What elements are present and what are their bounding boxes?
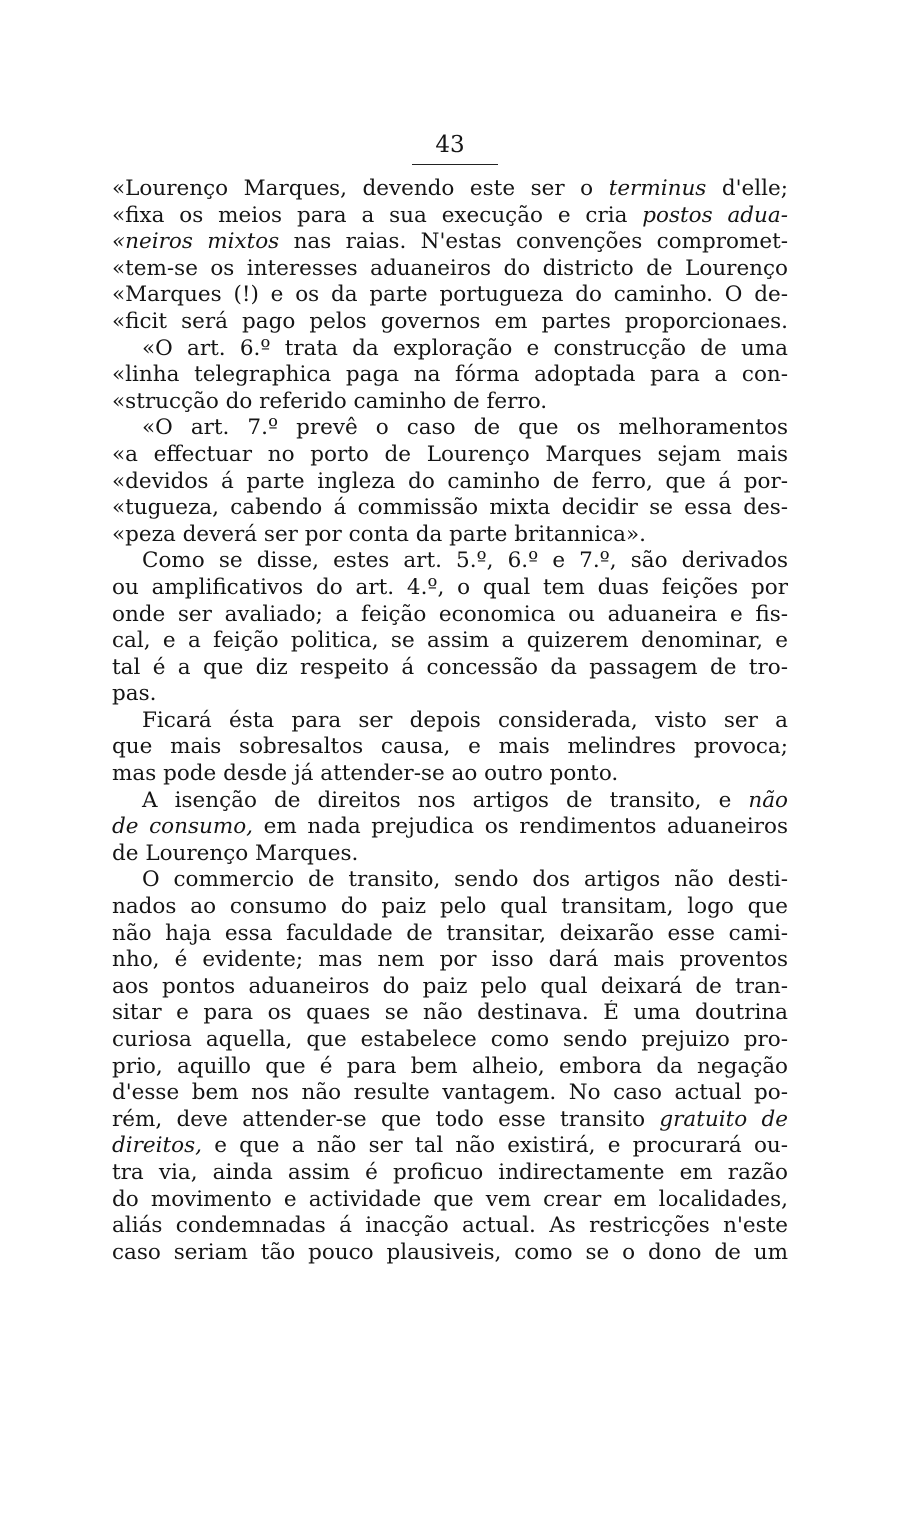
text-segment: «strucção do referido caminho de ferro. bbox=[112, 388, 548, 414]
text-line bbox=[112, 415, 788, 442]
text-line bbox=[112, 655, 788, 682]
text-segment: rém, deve attender-se que todo esse transito bbox=[112, 1106, 660, 1132]
text-segment: «peza deverá ser por conta da parte britannica». bbox=[112, 521, 646, 547]
text-segment: prio, aquillo que é para bem alheio, embora da negação bbox=[112, 1053, 788, 1079]
text-line bbox=[112, 362, 788, 389]
text-line bbox=[112, 628, 788, 655]
text-segment: aliás condemnadas á inacção actual. As restricções n'este bbox=[112, 1213, 788, 1239]
page-number-rule bbox=[412, 164, 498, 165]
text-segment: curiosa aquella, que estabelece como sendo prejuizo pro- bbox=[112, 1027, 788, 1052]
text-segment: «linha telegraphica paga na fórma adoptada para a con- bbox=[112, 362, 788, 388]
text-line bbox=[112, 442, 788, 469]
text-line bbox=[112, 1000, 788, 1027]
text-segment: «O art. 6.º trata da exploração e construcção de uma bbox=[142, 335, 788, 361]
text-line bbox=[112, 548, 788, 575]
text-segment: d'esse bem nos não resulte vantagem. No caso actual po- bbox=[112, 1080, 788, 1106]
text-line bbox=[112, 1133, 788, 1160]
text-line bbox=[112, 788, 788, 815]
text-segment: nho, é evidente; mas nem por isso dará mais proventos bbox=[112, 947, 788, 973]
text-segment: mas pode desde já attender-se ao outro ponto. bbox=[112, 761, 619, 787]
italic-segment: postos adua- bbox=[642, 202, 788, 228]
text-segment: «tugueza, cabendo á commissão mixta decidir se essa des- bbox=[112, 495, 788, 521]
text-segment: sitar e para os quaes se não destinava. É uma doutrina bbox=[112, 1000, 788, 1026]
text-segment: Como se disse, estes art. 5.º, 6.º e 7.º, são derivados bbox=[142, 548, 788, 574]
italic-segment: direitos, bbox=[112, 1133, 202, 1159]
text-line bbox=[112, 1080, 788, 1107]
text-line bbox=[112, 974, 788, 1001]
text-segment: nas raias. N'estas convenções compromet- bbox=[279, 229, 788, 255]
text-line bbox=[112, 867, 788, 894]
italic-segment: não bbox=[748, 787, 788, 813]
text-line bbox=[112, 894, 788, 921]
text-line bbox=[112, 1027, 788, 1054]
text-line bbox=[112, 176, 788, 203]
text-segment: e que a não ser tal não existirá, e procurará ou- bbox=[201, 1133, 788, 1159]
text-segment: onde ser avaliado; a feição economica ou aduaneira e fis- bbox=[112, 601, 788, 627]
text-segment: d'elle; bbox=[706, 176, 788, 201]
text-line bbox=[112, 1160, 788, 1187]
text-line bbox=[112, 282, 788, 309]
text-line bbox=[112, 1240, 788, 1267]
text-line bbox=[112, 203, 788, 230]
text-segment: «fixa os meios para a sua execução e cria bbox=[112, 202, 643, 228]
text-line bbox=[112, 681, 788, 708]
text-line bbox=[112, 495, 788, 522]
italic-segment: terminus bbox=[608, 176, 707, 201]
text-segment: que mais sobresaltos causa, e mais melindres provoca; bbox=[112, 734, 788, 760]
text-segment: O commercio de transito, sendo dos artigos não desti- bbox=[142, 867, 788, 893]
text-line bbox=[112, 947, 788, 974]
text-segment: «ficit será pago pelos governos em partes proporcionaes. bbox=[112, 308, 788, 334]
text-segment: «Marques (!) e os da parte portugueza do caminho. O de- bbox=[112, 282, 788, 308]
text-segment: em nada prejudica os rendimentos aduaneiros bbox=[253, 814, 788, 840]
text-line bbox=[112, 256, 788, 283]
text-line bbox=[112, 309, 788, 336]
page-number: 43 bbox=[435, 132, 465, 158]
text-line bbox=[112, 1054, 788, 1081]
text-segment: não haja essa faculdade de transitar, deixarão esse cami- bbox=[112, 920, 788, 946]
text-line bbox=[112, 602, 788, 629]
text-line bbox=[112, 389, 788, 416]
text-segment: «devidos á parte ingleza do caminho de ferro, que á por- bbox=[112, 468, 788, 494]
text-segment: A isenção de direitos nos artigos de transito, e bbox=[142, 787, 749, 813]
body-text bbox=[112, 176, 788, 1266]
text-segment: tra via, ainda assim é proficuo indirectamente em razão bbox=[112, 1159, 788, 1185]
text-line bbox=[112, 1107, 788, 1134]
text-segment: «a effectuar no porto de Lourenço Marques sejam mais bbox=[112, 441, 788, 467]
text-line bbox=[112, 921, 788, 948]
text-segment: «tem-se os interesses aduaneiros do districto de Lourenço bbox=[112, 255, 788, 281]
italic-segment: gratuito de bbox=[659, 1106, 788, 1132]
text-segment: «Lourenço Marques, devendo este ser o bbox=[112, 176, 609, 201]
text-segment: «O art. 7.º prevê o caso de que os melhoramentos bbox=[142, 415, 788, 441]
text-segment: pas. bbox=[112, 681, 157, 707]
text-line bbox=[112, 841, 788, 868]
italic-segment: «neiros mixtos bbox=[112, 229, 280, 255]
text-line bbox=[112, 336, 788, 363]
text-segment: Ficará ésta para ser depois considerada, visto ser a bbox=[142, 707, 788, 733]
text-line bbox=[112, 522, 788, 549]
text-line bbox=[112, 761, 788, 788]
text-segment: caso seriam tão pouco plausiveis, como se o dono de um bbox=[112, 1239, 788, 1265]
text-line bbox=[112, 814, 788, 841]
text-segment: cal, e a feição politica, se assim a quizerem denominar, e bbox=[112, 628, 788, 654]
text-line bbox=[112, 734, 788, 761]
text-segment: aos pontos aduaneiros do paiz pelo qual deixará de tran- bbox=[112, 973, 788, 999]
italic-segment: de consumo, bbox=[112, 814, 254, 840]
text-line bbox=[112, 469, 788, 496]
text-segment: de Lourenço Marques. bbox=[112, 840, 359, 866]
text-line bbox=[112, 229, 788, 256]
text-segment: ou amplificativos do art. 4.º, o qual tem duas feições por bbox=[112, 574, 788, 600]
text-line bbox=[112, 575, 788, 602]
text-segment: tal é a que diz respeito á concessão da passagem de tro- bbox=[112, 654, 788, 680]
text-line bbox=[112, 708, 788, 735]
text-segment: do movimento e actividade que vem crear em localidades, bbox=[112, 1186, 788, 1212]
text-segment: nados ao consumo do paiz pelo qual transitam, logo que bbox=[112, 894, 788, 920]
text-line bbox=[112, 1187, 788, 1214]
text-line bbox=[112, 1213, 788, 1240]
